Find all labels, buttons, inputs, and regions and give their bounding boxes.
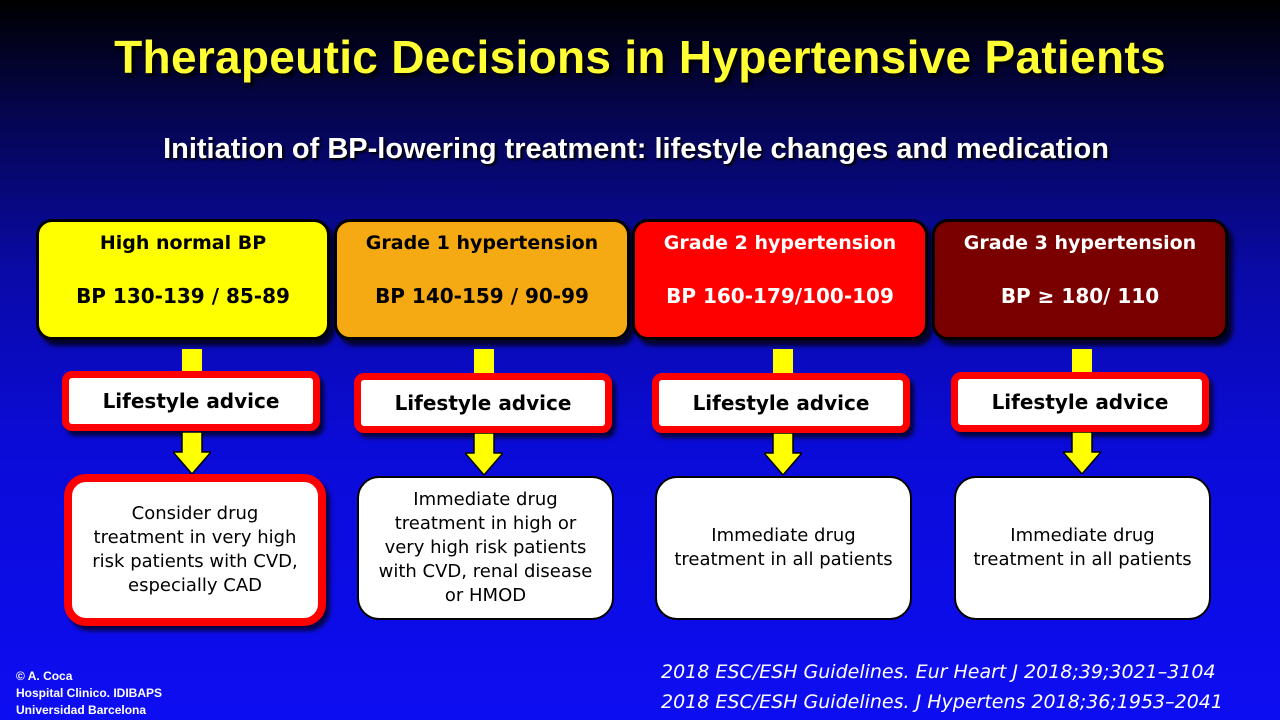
connector-line — [1072, 349, 1092, 373]
lifestyle-box: Lifestyle advice — [354, 373, 612, 433]
grade-box-high-normal — [36, 219, 330, 340]
grade-range: BP ≥ 180/ 110 — [1000, 284, 1160, 308]
outcome-box: Immediate drug treatment in all patients — [954, 476, 1211, 620]
grade-box-grade-1 — [334, 219, 630, 340]
grade-box-grade-3 — [932, 219, 1228, 340]
down-arrow-icon — [764, 433, 802, 475]
grade-range: BP 160-179/100-109 — [666, 284, 894, 308]
down-arrow-icon — [173, 432, 211, 474]
connector-line — [773, 349, 793, 374]
outcome-box: Immediate drug treatment in high or very high risk patients with CVD, renal disease or HMOD — [357, 476, 614, 620]
copyright-institution: Hospital Clinico. IDIBAPS — [16, 686, 163, 700]
lifestyle-box: Lifestyle advice — [62, 371, 320, 431]
lifestyle-box: Lifestyle advice — [951, 372, 1209, 432]
outcome-box: Immediate drug treatment in all patients — [655, 476, 912, 620]
outcome-box: Consider drug treatment in very high risk patients with CVD, especially CAD — [64, 474, 326, 626]
reference-line: 2018 ESC/ESH Guidelines. J Hypertens 2018;36;1953–2041 — [661, 691, 1223, 713]
grade-title: Grade 3 hypertension — [963, 232, 1197, 254]
connector-line — [182, 349, 202, 372]
copyright-author: © A. Coca — [16, 669, 73, 683]
grade-range: BP 130-139 / 85-89 — [76, 284, 290, 308]
slide-title: Therapeutic Decisions in Hypertensive Patients — [114, 31, 1166, 83]
lifestyle-box: Lifestyle advice — [652, 373, 910, 433]
reference-line: 2018 ESC/ESH Guidelines. Eur Heart J 2018;39;3021–3104 — [661, 661, 1216, 683]
down-arrow-icon — [1063, 432, 1101, 474]
connector-line — [474, 349, 494, 374]
grade-title: High normal BP — [99, 232, 267, 254]
references — [661, 657, 1223, 717]
copyright-notice — [16, 668, 162, 719]
grade-box-grade-2 — [632, 219, 928, 340]
grade-title: Grade 2 hypertension — [663, 232, 897, 254]
slide-subtitle: Initiation of BP-lowering treatment: lifestyle changes and medication — [163, 133, 1109, 165]
grade-range: BP 140-159 / 90-99 — [375, 284, 589, 308]
grade-title: Grade 1 hypertension — [365, 232, 599, 254]
copyright-university: Universidad Barcelona — [16, 703, 147, 717]
down-arrow-icon — [465, 433, 503, 475]
